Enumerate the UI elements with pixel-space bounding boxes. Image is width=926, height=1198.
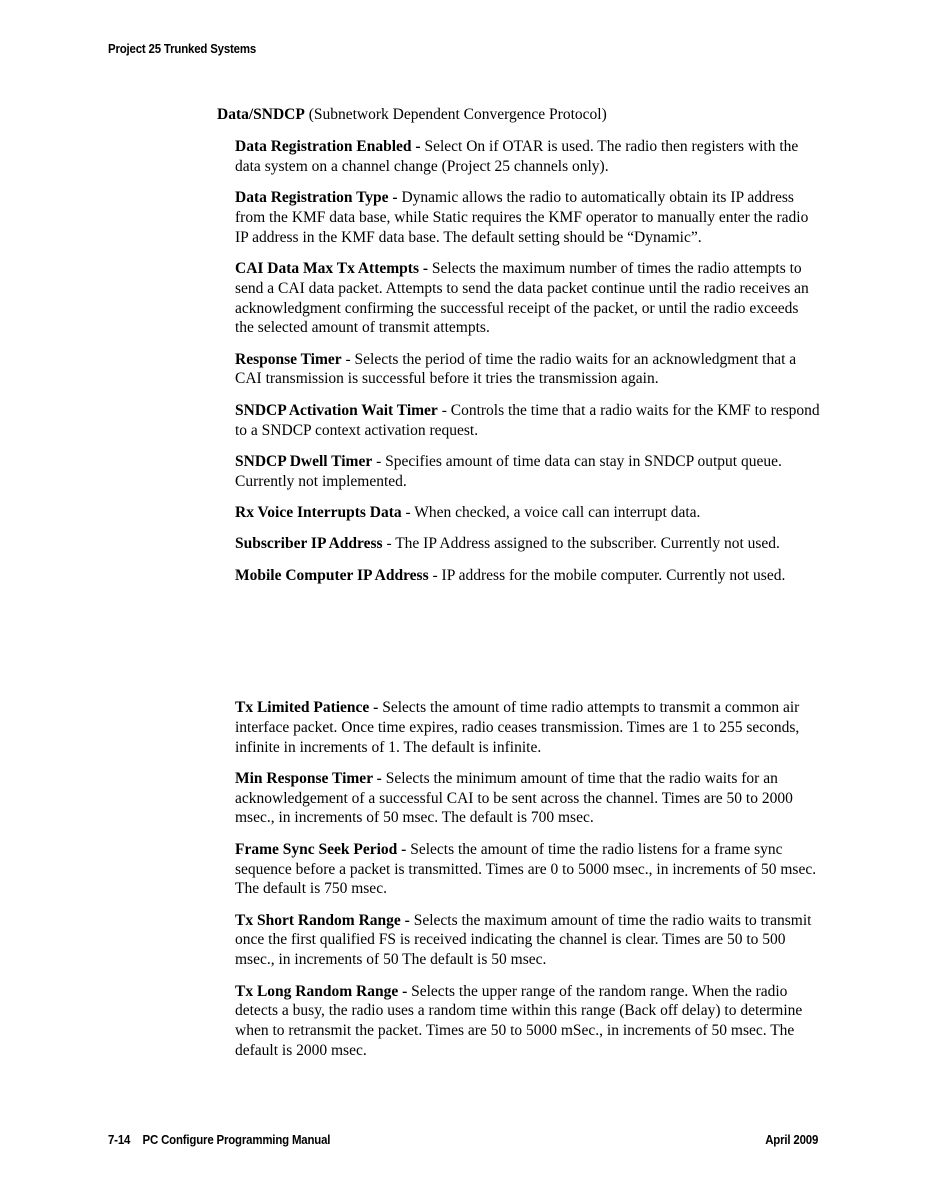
- entry-description: Selects the maximum number of times the radio attempts to send a CAI data packet. Attempts to send the data packet continue until the radio receives an acknowledgment confirming the successful receipt of the packet, or until the radio exceeds the selected amount of transmit attempts.: [235, 259, 809, 337]
- entry-description: Selects the amount of time the radio listens for a frame sync sequence before a packet is transmitted. Times are 0 to 5000 msec., in increments of 50 msec. The default is 750 msec.: [235, 840, 817, 898]
- entry-tx-short-random-range: [235, 911, 820, 970]
- entry-description: - IP address for the mobile computer. Currently not used.: [428, 566, 786, 584]
- entry-sndcp-activation-wait-timer: [235, 401, 820, 441]
- manual-title: PC Configure Programming Manual: [142, 1132, 331, 1147]
- entry-cai-data-max-tx-attempts: [235, 259, 820, 338]
- footer-left: [108, 1132, 330, 1147]
- entry-frame-sync-seek-period: [235, 840, 820, 899]
- entry-min-response-timer: [235, 769, 820, 828]
- entry-term: Tx Limited Patience -: [235, 699, 379, 716]
- entry-list-timing: [235, 698, 820, 1072]
- entry-subscriber-ip-address: [235, 534, 820, 554]
- entry-term: CAI Data Max Tx Attempts -: [235, 259, 429, 277]
- entry-sndcp-dwell-timer: [235, 452, 820, 492]
- entry-description: - Selects the period of time the radio waits for an acknowledgment that a CAI transmission is successful before it tries the transmission again.: [235, 350, 797, 388]
- entry-description: Selects the maximum amount of time the radio waits to transmit once the first qualified FS is received indicating the channel is clear. Times are 50 to 500 msec., in increments of 50 The default is 50 msec.: [235, 911, 812, 969]
- entry-rx-voice-interrupts-data: [235, 503, 820, 523]
- entry-description: Selects the amount of time radio attempts to transmit a common air interface packet. Once time expires, radio ceases transmission. Times are 1 to 255 seconds, infinite in increments of 1. The default is infinite.: [235, 699, 800, 756]
- entry-tx-long-random-range: [235, 982, 820, 1061]
- entry-response-timer: [235, 350, 820, 390]
- entry-term: Subscriber IP Address: [235, 535, 383, 553]
- entry-description: - The IP Address assigned to the subscriber. Currently not used.: [382, 535, 780, 553]
- page-number: 7-14: [108, 1132, 131, 1147]
- entry-data-registration-type: [235, 188, 820, 247]
- entry-term: Min Response Timer -: [235, 769, 382, 787]
- entry-term: SNDCP Activation Wait Timer: [235, 401, 438, 419]
- section-title-bold: Data/SNDCP: [217, 106, 305, 123]
- entry-description: Dynamic allows the radio to automatically obtain its IP address from the KMF data base, while Static requires the KMF operator to manually enter the radio IP address in the KMF data base. The default setting should be “Dynamic”.: [235, 189, 809, 246]
- entry-term: Mobile Computer IP Address: [235, 566, 429, 584]
- entry-term: Tx Long Random Range -: [235, 982, 408, 1000]
- entry-data-registration-enabled: [235, 137, 820, 177]
- running-header: Project 25 Trunked Systems: [108, 41, 257, 56]
- entry-mobile-computer-ip-address: [235, 566, 820, 586]
- entry-term: Data Registration Enabled -: [235, 138, 421, 155]
- entry-description: Selects the minimum amount of time that the radio waits for an acknowledgement of a successful CAI to be sent across the channel. Times are 50 to 2000 msec., in increments of 50 msec. The default is 700 msec.: [235, 769, 793, 827]
- entry-description: Selects the upper range of the random range. When the radio detects a busy, the radio uses a random time within this range (Back off delay) to determine when to retransmit the packet. Times are 50 to 5000 mSec., in increments of 50 msec. The default is 2000 msec.: [235, 982, 803, 1059]
- entry-term: Tx Short Random Range -: [235, 911, 410, 929]
- entry-description: - When checked, a voice call can interrupt data.: [401, 503, 701, 521]
- entry-tx-limited-patience: [235, 698, 820, 757]
- entry-description: - Controls the time that a radio waits for the KMF to respond to a SNDCP context activation request.: [235, 401, 820, 439]
- entry-term: Response Timer: [235, 350, 342, 368]
- entry-term: SNDCP Dwell Timer: [235, 452, 373, 470]
- entry-list-sndcp: [235, 137, 820, 597]
- footer-date: April 2009: [765, 1132, 818, 1147]
- entry-term: Rx Voice Interrupts Data: [235, 503, 402, 521]
- section-title: [217, 105, 607, 124]
- section-title-rest: (Subnetwork Dependent Convergence Protocol): [304, 106, 607, 123]
- entry-description: Select On if OTAR is used. The radio then registers with the data system on a channel change (Project 25 channels only).: [235, 138, 799, 175]
- entry-term: Data Registration Type -: [235, 189, 398, 207]
- entry-description: - Specifies amount of time data can stay in SNDCP output queue. Currently not implemented.: [235, 452, 782, 490]
- entry-term: Frame Sync Seek Period -: [235, 840, 407, 858]
